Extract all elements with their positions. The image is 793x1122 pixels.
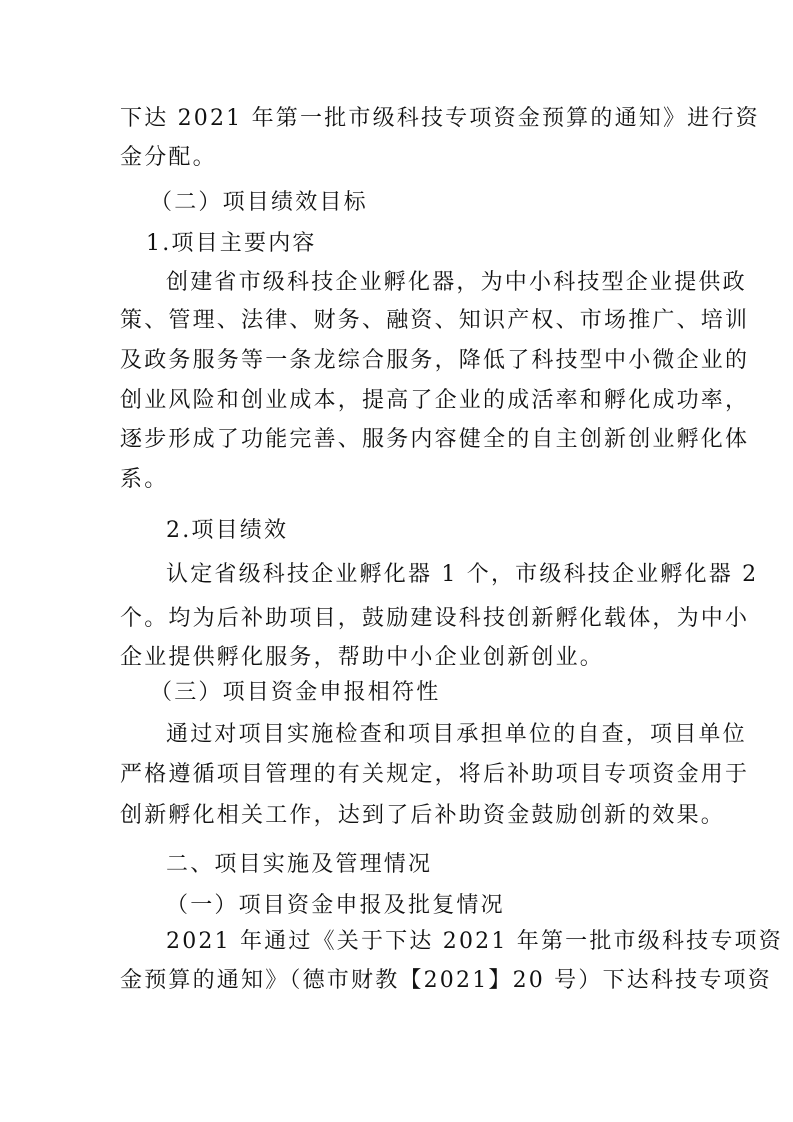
approval-line-1: 2021 年通过《关于下达 2021 年第一批市级科技专项资 (166, 929, 783, 954)
conform-line-3: 创新孵化相关工作，达到了后补助资金鼓励创新的效果。 (120, 803, 726, 828)
section-implementation: 二、项目实施及管理情况 (166, 852, 433, 877)
subheading-performance: 2.项目绩效 (166, 518, 289, 543)
perf-line-1: 认定省级科技企业孵化器 1 个，市级科技企业孵化器 2 (166, 562, 759, 587)
conform-line-1: 通过对项目实施检查和项目承担单位的自查，项目单位 (166, 722, 747, 747)
intro-line-2: 金分配。 (120, 145, 217, 170)
conform-line-2: 严格遵循项目管理的有关规定，将后补助项目专项资金用于 (120, 762, 750, 787)
content-line-5: 逐步形成了功能完善、服务内容健全的自主创新创业孵化体 (120, 427, 750, 452)
content-line-4: 创业风险和创业成本，提高了企业的成活率和孵化成功率， (120, 388, 750, 413)
perf-line-2: 个。均为后补助项目，鼓励建设科技创新孵化载体，为中小 (120, 606, 750, 631)
perf-line-3: 企业提供孵化服务，帮助中小企业创新创业。 (120, 645, 605, 670)
subheading-main-content: 1.项目主要内容 (146, 231, 317, 256)
content-line-3: 及政务服务等一条龙综合服务，降低了科技型中小微企业的 (120, 348, 750, 373)
content-line-6: 系。 (120, 467, 169, 492)
heading-conformity: （三）项目资金申报相符性 (150, 680, 441, 705)
heading-approval: （一）项目资金申报及批复情况 (166, 893, 505, 918)
approval-line-2: 金预算的通知》（德市财教【2021】20 号）下达科技专项资 (120, 968, 772, 993)
heading-performance-goals: （二）项目绩效目标 (150, 190, 368, 215)
content-line-2: 策、管理、法律、财务、融资、知识产权、市场推广、培训 (120, 308, 750, 333)
intro-line-1: 下达 2021 年第一批市级科技专项资金预算的通知》进行资 (120, 106, 760, 131)
content-line-1: 创建省市级科技企业孵化器，为中小科技型企业提供政 (166, 270, 747, 295)
